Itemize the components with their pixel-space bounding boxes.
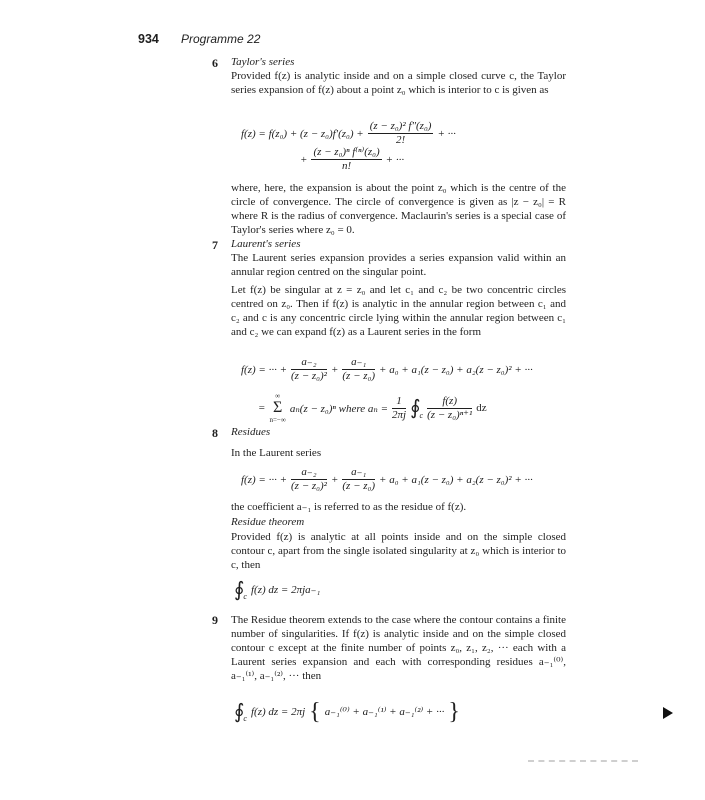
left-brace-icon: { (309, 698, 321, 725)
laurent-eq2-coef (392, 395, 406, 422)
laurent-eq-f2-num: a₋₁ (342, 356, 375, 370)
taylor-eq2-fraction (311, 146, 381, 173)
residue-definition: the coefficient a₋₁ is referred to as the residue of f(z). (231, 501, 467, 513)
residues-eq-f2-den: (z − z₀) (342, 480, 376, 492)
laurent-intro: The Laurent series expansion provides a series expansion valid within an annular region centred on the singular point. (231, 252, 566, 278)
residue-theorem-statement: Provided f(z) is analytic at all points inside and on the simple closed contour c, apart from the single isolated singularity at z₀ which is interior to c, then (231, 531, 566, 571)
residues-eq-fraction-1 (291, 466, 327, 493)
multiple-singularities-text: The Residue theorem extends to the case where the contour contains a finite number of singularities. If f(z) is analytic inside and on the simple closed contour c except at the finite number of points z₀, z₁, z₂, ··· each with a Laurent series expansion and each with corresponding residues a₋₁⁽⁰⁾, a₋₁⁽¹⁾, a₋₁⁽²⁾, ··· then (231, 614, 566, 682)
laurent-eq-f2-den: (z − z₀) (342, 370, 376, 382)
residues-eq-f1-den: (z − z₀)² (291, 480, 327, 492)
residues-eq-lhs: f(z) = ··· + (241, 473, 288, 486)
running-title: Programme 22 (181, 32, 261, 46)
section-heading-residues: Residues (231, 426, 271, 438)
residue-theorem-result: f(z) dz = 2πja₋₁ (250, 584, 321, 596)
residues-eq-f1-num: a₋₂ (291, 466, 327, 480)
integral-contour-label: c (419, 410, 424, 420)
contour-integral-icon: ∮ (234, 700, 245, 723)
taylor-eq-lhs: f(z) = f(z₀) + (z − z₀)f′(z₀) + (241, 127, 364, 140)
laurent-coefficient-equation (258, 392, 487, 424)
taylor-eq-fraction-den: 2! (396, 134, 406, 146)
laurent-eq-plus: + (330, 363, 339, 376)
laurent-equation (241, 356, 533, 383)
laurent-eq-fraction-2 (342, 356, 375, 383)
section-number-7: 7 (212, 238, 218, 252)
section-number-6: 6 (212, 56, 218, 70)
laurent-eq2-coef-den: 2πj (392, 408, 407, 421)
section-heading-taylor: Taylor's series (231, 56, 295, 68)
residues-eq-f2-num: a₋₁ (342, 466, 375, 480)
laurent-eq2-integrand (427, 395, 472, 422)
taylor-intro: Provided f(z) is analytic inside and on a simple closed curve c, the Taylor series expansion of f(z) about a point z₀ which is interior to c is given as (231, 70, 566, 96)
section-number-9: 9 (212, 613, 218, 627)
contour-integral-icon: ∮ (234, 578, 245, 601)
laurent-eq-f1-num: a₋₂ (291, 356, 327, 370)
taylor-equation-line1 (241, 120, 456, 147)
residues-intro: In the Laurent series (231, 447, 322, 459)
section-heading-laurent: Laurent's series (231, 238, 301, 250)
right-brace-icon: } (448, 698, 460, 725)
residue-theorem-heading: Residue theorem (231, 516, 305, 528)
integral-contour-label: c (243, 592, 247, 601)
sigma-icon: Σ (272, 399, 283, 416)
residue-theorem-equation (234, 578, 320, 601)
residues-eq-rest: + a₀ + a₁(z − z₀) + a₂(z − z₀)² + ··· (379, 473, 533, 486)
taylor-eq2-tail: + ··· (385, 153, 405, 166)
sum-symbol (269, 392, 285, 424)
contour-integral-icon: ∮ (410, 397, 421, 419)
taylor-eq-tail: + ··· (437, 127, 456, 140)
taylor-eq-fraction (368, 120, 434, 147)
taylor-eq-fraction-num: (z − z₀)² f″(z₀) (369, 120, 432, 132)
residues-eq-plus: + (330, 473, 339, 486)
laurent-eq2-coef-num: 1 (392, 395, 406, 409)
taylor-equation-line2 (300, 146, 404, 173)
play-triangle-icon[interactable] (663, 707, 673, 719)
taylor-eq2-plus: + (300, 153, 308, 166)
page-number: 934 (138, 32, 159, 46)
laurent-eq2-dz: dz (476, 402, 487, 414)
laurent-eq2-equals: = (258, 402, 266, 414)
sum-upper-limit: ∞ (275, 392, 281, 400)
laurent-eq2-term: aₙ(z − z₀)ⁿ where aₙ = (289, 402, 388, 415)
laurent-eq-fraction-1 (291, 356, 327, 383)
taylor-eq2-fraction-num: (z − z₀)ⁿ f⁽ⁿ⁾(z₀) (313, 146, 380, 158)
laurent-body: Let f(z) be singular at z = z₀ and let c₁ and c₂ be two concentric circles centred on z₀. Then if f(z) is analytic in the annular region between c₁ and c₂ and c is any concentric circle lying within the annular region between c₁ and c₂ we can expand f(z) as a Laurent series in the form (231, 284, 566, 338)
residue-sum-lhs: f(z) dz = 2πj (250, 705, 306, 718)
residue-sum-terms: a₋₁⁽⁰⁾ + a₋₁⁽¹⁾ + a₋₁⁽²⁾ + ··· (324, 706, 445, 718)
page-footer-dashes (528, 760, 638, 762)
laurent-eq-f1-den: (z − z₀)² (291, 370, 327, 382)
residues-eq-fraction-2 (342, 466, 375, 493)
residue-sum-equation (234, 700, 460, 723)
taylor-body: where, here, the expansion is about the point z₀ which is the centre of the circle of convergence. The circle of convergence is given as |z − z₀| = R where R is the radius of convergence. Maclaurin's series is a special case of Taylor's series where z₀ = 0. (231, 182, 566, 236)
laurent-eq2-integrand-den: (z − z₀)ⁿ⁺¹ (427, 408, 473, 421)
laurent-eq-rest: + a₀ + a₁(z − z₀) + a₂(z − z₀)² + ··· (379, 363, 533, 376)
laurent-eq-lhs: f(z) = ··· + (241, 363, 288, 376)
section-number-8: 8 (212, 426, 218, 440)
taylor-eq2-fraction-den: n! (341, 160, 352, 172)
laurent-eq2-integrand-num: f(z) (427, 395, 472, 409)
sum-lower-limit: n=−∞ (269, 416, 286, 424)
residues-laurent-equation (241, 466, 533, 493)
integral-contour-label: c (243, 714, 247, 723)
